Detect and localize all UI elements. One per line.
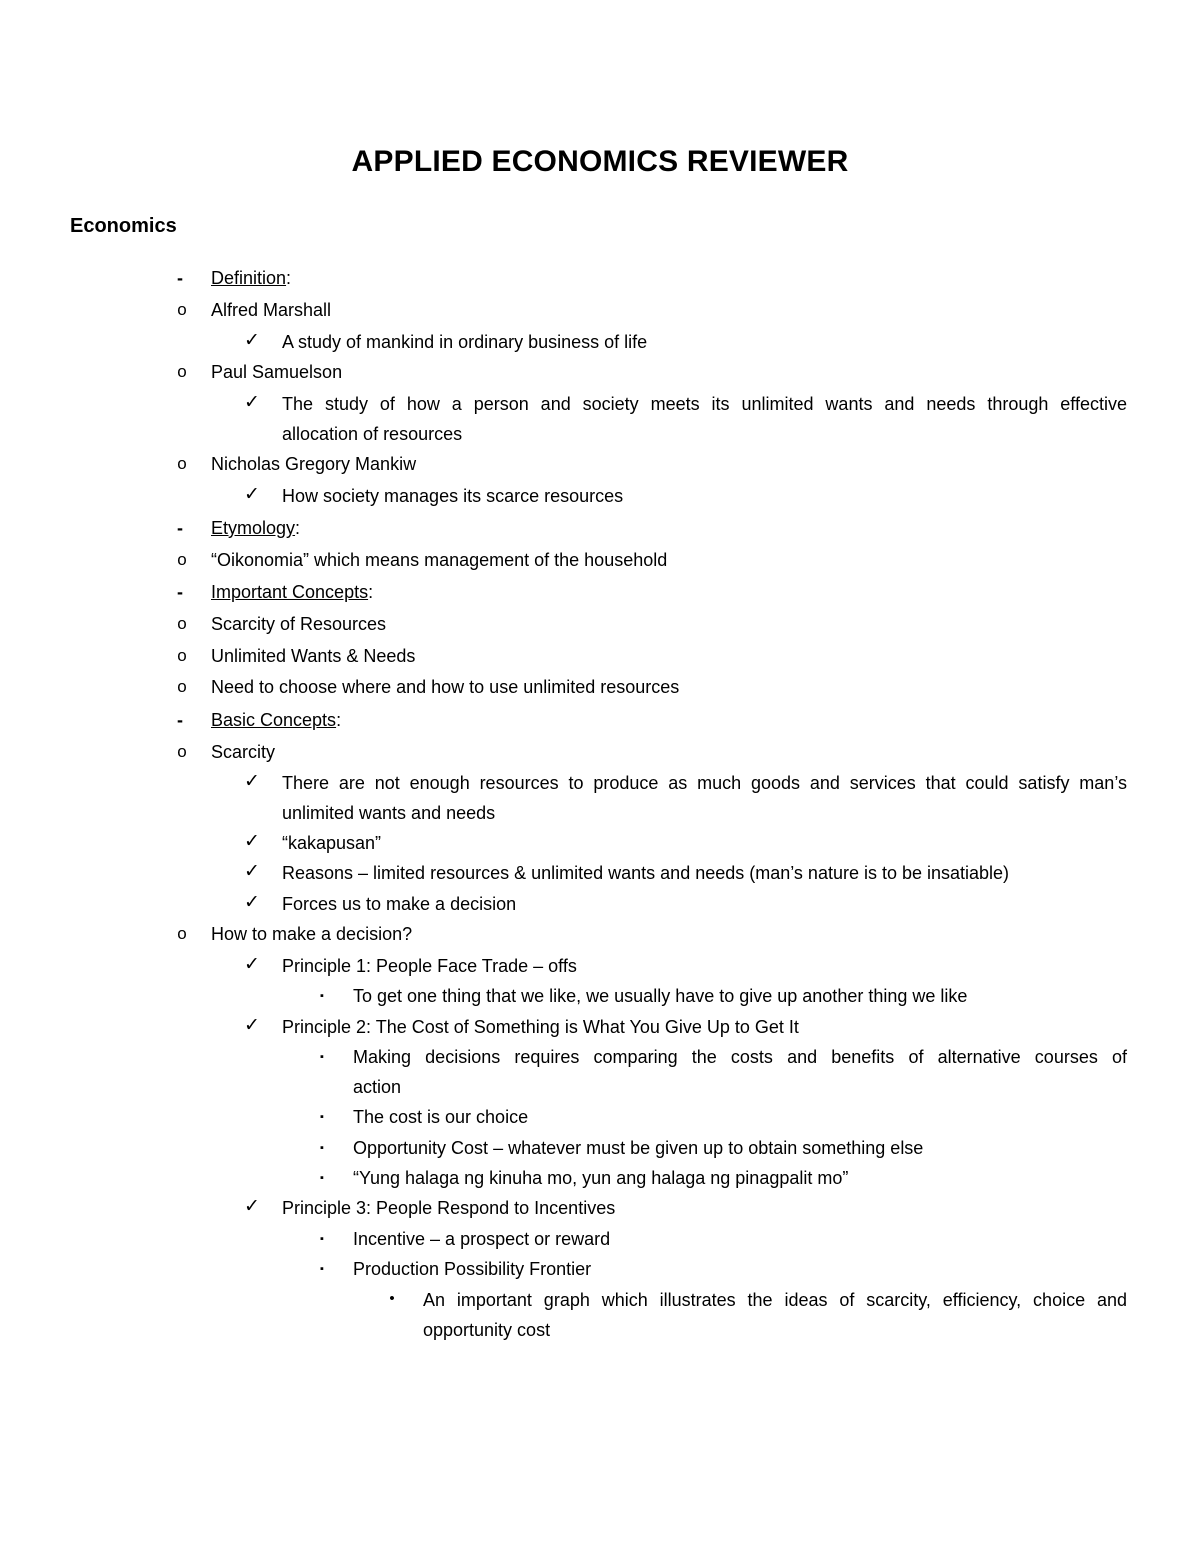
principle-3-detail-2: Production Possibility Frontier [353,1259,592,1279]
ppf-description-line-1: An important graph which illustrates the ideas of scarcity, efficiency, choice and [423,1290,1127,1310]
colon: : [336,710,342,730]
check-bullet-icon: ✓ [244,392,260,413]
dash-bullet-icon: - [177,710,183,730]
samuelson-definition-line-1: The study of how a person and society meets its unlimited wants and needs through effective [282,394,1127,414]
principle-2-detail-1-line-2: action [353,1077,402,1097]
square-bullet-icon: ▪ [320,1142,324,1154]
marshall-name: Alfred Marshall [211,300,332,320]
check-bullet-icon: ✓ [244,1015,260,1036]
basic-concepts-label: Basic Concepts [211,710,337,730]
principle-1-detail: To get one thing that we like, we usually have to give up another thing we like [353,986,968,1006]
circle-bullet-icon: o [177,550,187,569]
decision-heading: How to make a decision? [211,924,413,944]
mankiw-name: Nicholas Gregory Mankiw [211,454,417,474]
basic-concepts-heading [211,707,341,733]
etymology-label: Etymology [211,518,296,538]
principle-2-detail-2: The cost is our choice [353,1107,529,1127]
square-bullet-icon: ▪ [320,1233,324,1245]
samuelson-definition-line-2: allocation of resources [282,424,463,444]
check-bullet-icon: ✓ [244,484,260,505]
dash-bullet-icon: - [177,268,183,288]
check-bullet-icon: ✓ [244,892,260,913]
colon: : [368,582,374,602]
important-concept-item: Need to choose where and how to use unlimited resources [211,677,680,697]
check-bullet-icon: ✓ [244,330,260,351]
etymology-heading [211,515,300,541]
circle-bullet-icon: o [177,454,187,473]
dot-bullet-icon: • [389,1290,395,1307]
document-title: APPLIED ECONOMICS REVIEWER [351,145,849,178]
circle-bullet-icon: o [177,677,187,696]
circle-bullet-icon: o [177,924,187,943]
section-heading-economics: Economics [70,215,177,237]
square-bullet-icon: ▪ [320,1111,324,1123]
important-concepts-label: Important Concepts [211,582,369,602]
mankiw-definition: How society manages its scarce resources [282,486,624,506]
principle-1: Principle 1: People Face Trade – offs [282,956,577,976]
principle-2-detail-4: “Yung halaga ng kinuha mo, yun ang halaga ng pinagpalit mo” [353,1168,849,1188]
circle-bullet-icon: o [177,742,187,761]
important-concept-item: Scarcity of Resources [211,614,387,634]
important-concepts-heading [211,579,373,605]
scarcity-heading: Scarcity [211,742,276,762]
colon: : [295,518,301,538]
dash-bullet-icon: - [177,582,183,602]
circle-bullet-icon: o [177,646,187,665]
principle-2-detail-3: Opportunity Cost – whatever must be given up to obtain something else [353,1138,924,1158]
principle-2-detail-1-line-1: Making decisions requires comparing the costs and benefits of alternative courses of [353,1047,1127,1067]
check-bullet-icon: ✓ [244,1196,260,1217]
scarcity-point-4: Forces us to make a decision [282,894,517,914]
circle-bullet-icon: o [177,300,187,319]
samuelson-name: Paul Samuelson [211,362,343,382]
principle-3: Principle 3: People Respond to Incentives [282,1198,616,1218]
colon: : [286,268,292,288]
ppf-description-line-2: opportunity cost [423,1320,551,1340]
scarcity-point-2: “kakapusan” [282,833,382,853]
square-bullet-icon: ▪ [320,1172,324,1184]
definition-label: Definition [211,268,287,288]
scarcity-point-1-line-2: unlimited wants and needs [282,803,496,823]
check-bullet-icon: ✓ [244,771,260,792]
check-bullet-icon: ✓ [244,861,260,882]
principle-2: Principle 2: The Cost of Something is What You Give Up to Get It [282,1017,799,1037]
marshall-definition: A study of mankind in ordinary business of life [282,332,648,352]
principle-3-detail-1: Incentive – a prospect or reward [353,1229,611,1249]
square-bullet-icon: ▪ [320,1051,324,1063]
scarcity-point-1-line-1: There are not enough resources to produce as much goods and services that could satisfy man’s [282,773,1127,793]
scarcity-point-3: Reasons – limited resources & unlimited wants and needs (man’s nature is to be insatiable) [282,863,1010,883]
etymology-text: “Oikonomia” which means management of the household [211,550,668,570]
dash-bullet-icon: - [177,518,183,538]
definition-heading [211,265,291,291]
important-concept-item: Unlimited Wants & Needs [211,646,416,666]
circle-bullet-icon: o [177,362,187,381]
square-bullet-icon: ▪ [320,990,324,1002]
circle-bullet-icon: o [177,614,187,633]
square-bullet-icon: ▪ [320,1263,324,1275]
check-bullet-icon: ✓ [244,831,260,852]
check-bullet-icon: ✓ [244,954,260,975]
